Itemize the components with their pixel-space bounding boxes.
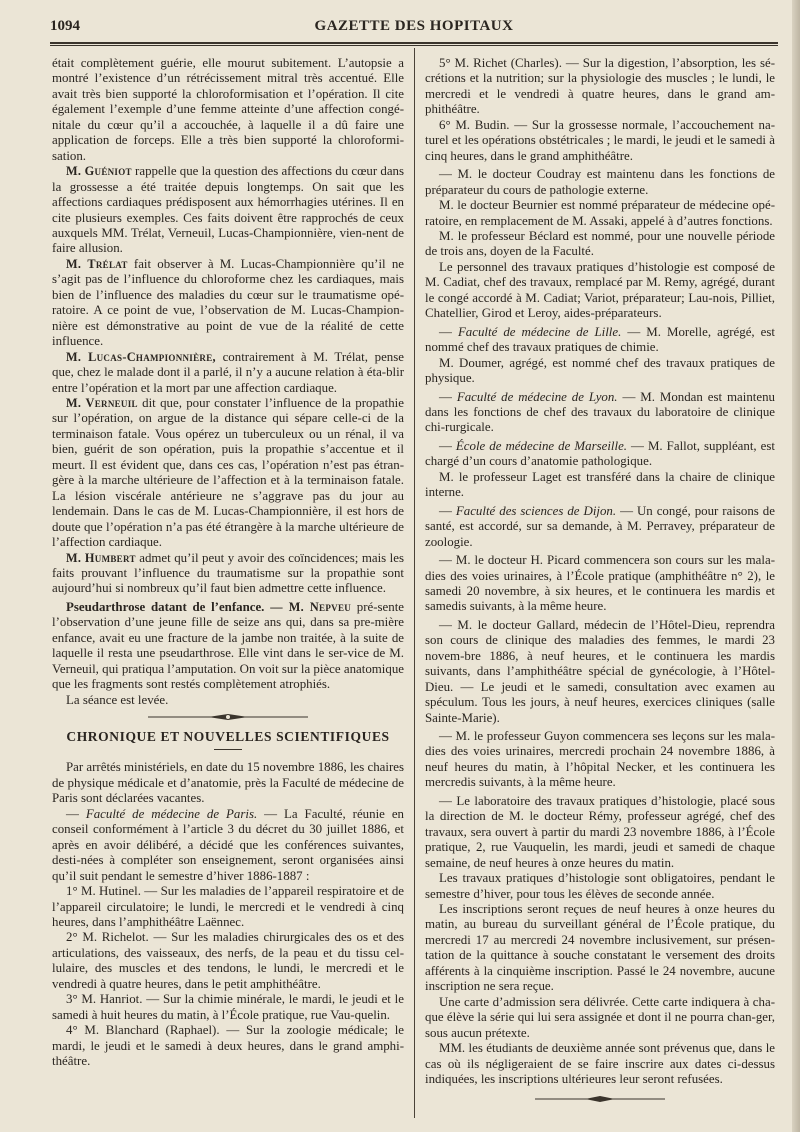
paragraph-text: — M. Morelle, agrégé, est nommé chef des travaux pratiques de chimie. xyxy=(425,324,776,355)
paragraph: La séance est levée. xyxy=(66,692,169,707)
paragraph: — M. le docteur H. Picard commencera son cours sur les mala-dies des voies urinaires, à l’École pratique (amphithéâtre n° 2), le samedi 20 novembre, à six heures, et le continuera les mardis et samedis suivants, à la même heure. xyxy=(425,553,775,614)
paragraph: Par arrêtés ministériels, en date du 15 novembre 1886, les chaires de physique médicale et d’anatomie, près la Faculté de médecine de Paris sont déclarées vacantes. xyxy=(52,760,404,806)
paragraph: — M. le docteur Gallard, médecin de l’Hôtel-Dieu, reprendra son cours de clinique des maladies des femmes, le mardi 23 novem-bre 1886, à neuf heures, et le continuera les mardis suivants, dans l’amphithéâtre spécial de gynécologie, à l’Hôtel-Dieu. — Le jeudi et le samedi, consultation avec examen au spéculum. Tous les jours, à neuf heures, exercices cliniques (salle Sainte-Marie). xyxy=(425,617,775,725)
paragraph: 2° M. Richelot. — Sur les maladies chirurgicales des os et des articulations, des vaisseaux, des nerfs, de la peau et du tissu cel-lulaire, des muscles et des tendons, le lundi, le mercredi et le vendredi à quatre heures, dans le petit amphithéâtre. xyxy=(52,930,404,991)
paragraph: Le personnel des travaux pratiques d’histologie est composé de M. Cadiat, chef des travaux, remplacé par M. Remy, agrégé, durant le congé accordé à M. Cadiat; Variot, préparateur; Lau-nois, Pilliet, Chatellier, Girod et Leroy, aides-préparateurs. xyxy=(425,259,775,321)
dash: — xyxy=(439,438,456,453)
column-divider xyxy=(414,48,415,1118)
institution-name: École de médecine de Marseille. xyxy=(455,438,628,453)
run-in-heading: Pseudarthrose datant de l’enfance. xyxy=(66,599,265,614)
paragraph-text: — La Faculté, réunie en conseil conformément à l’article 3 du décret du 30 juillet 1886, et après en avoir délibéré, a décidé que les conférences suivantes, desti-nées à compléter son enseignement, seront organisées ainsi qu’il suit pendant le semestre d’hiver 1886-1887 : xyxy=(52,806,404,883)
dash: — xyxy=(66,806,86,821)
paragraph xyxy=(52,164,404,257)
paragraph xyxy=(52,396,404,551)
paragraph xyxy=(425,390,775,436)
left-column xyxy=(52,56,404,1070)
paragraph: 4° M. Blanchard (Raphael). — Sur la zoologie médicale; le mardi, le jeudi et le samedi à deux heures, dans le grand amphi-théâtre. xyxy=(52,1023,404,1069)
paragraph xyxy=(52,600,404,693)
ornamental-rule xyxy=(148,713,308,721)
paragraph: 5° M. Richet (Charles). — Sur la digestion, l’absorption, les sé-crétions et la nutrition; sur la physiologie des muscles ; le lundi, le mercredi et le vendredi à quatre heures, dans le grand am-phithéâtre. xyxy=(425,56,775,117)
page-number: 1094 xyxy=(50,18,80,34)
paragraph xyxy=(52,350,404,396)
institution-name: Faculté de médecine de Lyon. xyxy=(456,389,618,404)
paragraph: MM. les étudiants de deuxième année sont prévenus que, dans le cas où ils négligeraient de se faire inscrire aux dates ci-dessus indiquées, les inscriptions ultérieures leur seront refusées. xyxy=(425,1041,775,1086)
paragraph-text: admet qu’il peut y avoir des coïncidences; mais les faits prouvant l’influence du traumatisme sur la propathie sont aujourd’hui si nombreux qu’il faut bien admettre cette influence. xyxy=(52,550,404,596)
paragraph: Les inscriptions seront reçues de neuf heures à onze heures du matin, au bureau du surveillant général de l’École pratique, du mercredi 17 au mercredi 24 novembre inclusivement, sur présen-tation de la quittance à souche constatant le versement des droits afférents à la cinquième inscription. Passé le 24 novembre, aucune inscription ne sera reçue. xyxy=(425,902,775,994)
speaker-name: M. Humbert xyxy=(66,550,136,565)
speaker-name: M. Lucas-Championnière, xyxy=(66,349,216,364)
paragraph-text: — M. Fallot, suppléant, est chargé d’un cours d’anatomie pathologique. xyxy=(425,438,775,469)
speaker-name: M. Trélat xyxy=(66,256,128,271)
paragraph xyxy=(425,439,775,470)
section-title: CHRONIQUE ET NOUVELLES SCIENTIFIQUES xyxy=(66,729,390,745)
paragraph: Les travaux pratiques d’histologie sont obligatoires, pendant le semestre d’hiver, pour tous les élèves de seconde année. xyxy=(425,871,775,901)
dash: — xyxy=(439,389,457,404)
paragraph xyxy=(52,257,404,350)
page-edge-shadow xyxy=(792,0,800,1132)
paragraph: — M. le professeur Guyon commencera ses leçons sur les mala-dies des voies urinaires, mercredi prochain 24 novembre 1886, à neuf heures du matin, à l’hôpital Necker, et les continuera les mercredis suivants, à la même heure. xyxy=(425,729,775,790)
institution-name: Faculté de médecine de Paris. xyxy=(85,806,258,821)
paragraph: Une carte d’admission sera délivrée. Cette carte indiquera à cha-que élève la série qui lui sera assignée et dont il ne pourra chan-ger, sous aucun prétexte. xyxy=(425,994,775,1040)
paragraph-text: — Un congé, pour raisons de santé, est accordé, sur sa demande, à M. Perravey, préparateur de zoologie. xyxy=(425,503,775,549)
paragraph-text: pré-sente l’observation d’une jeune fille de seize ans qui, dans sa pre-mière enfance, avait eu une fracture de la jambe non traitée, à la suite de laquelle il resta une pseudarthrose. Elle vint dans le ser-vice de M. Verneuil, qui pratiqua l’amputation. On voit sur la pièce anatomique que les fragments sont restés complètement atrophiés. xyxy=(52,599,405,692)
paragraph xyxy=(52,551,404,597)
paragraph-text: — M. Mondan est maintenu dans les fonctions de chef des travaux du laboratoire de clinique chi-rurgicale. xyxy=(425,389,775,435)
paragraph: — M. le docteur Coudray est maintenu dans les fonctions de préparateur du cours de pathologie externe. xyxy=(425,167,775,197)
end-ornament xyxy=(535,1095,665,1103)
page-header xyxy=(50,14,778,42)
paragraph: 6° M. Budin. — Sur la grossesse normale, l’accouchement na-turel et les opérations obstétricales ; le mardi, le jeudi et le samedi à cinq heures, dans le grand amphithéâtre. xyxy=(425,117,775,163)
dash: — xyxy=(439,503,456,518)
section-rule xyxy=(214,749,242,750)
paragraph: était complètement guérie, elle mourut subitement. L’autopsie a montré l’existence d’un rétrécissement mitral très accentué. Elle avait très bien supporté la chloroformisation et l’opération. Il cite également l’exemple d’une femme atteinte d’une affection congé-nitale du cœur qu’il a accouchée, à laquelle il a dû faire une application de forceps. Elle a très bien supporté la chloroformi-sation. xyxy=(52,56,404,163)
paragraph-text: rappelle que la question des affections du cœur dans la grossesse a été traitée depuis longtemps. On sait que les affections cardiaques prédisposent aux hémorrhagies utérines. Il en cite plusieurs exemples. Ces faits doivent être rapprochés de ceux auxquels MM. Trélat, Verneuil, Lucas-Championnière, vien-nent de faire allusion. xyxy=(52,164,404,256)
paragraph: — Le laboratoire des travaux pratiques d’histologie, placé sous la direction de M. le docteur Rémy, professeur agrégé, chef des travaux, sera ouvert à partir du mardi 23 novembre 1886, à l’École pratique, 2, rue Vauquelin, les mardi, jeudi et samedi de chaque semaine, de neuf heures à onze heures du matin. xyxy=(425,793,775,870)
paragraph-text: dit que, pour constater l’influence de la propathie sur l’opération, on argue de la distance qui sépare celle-ci de la terminaison fatale. Vous opérez un tuberculeux ou un rénal, il va bien, guérit de son opération, puis la propathie s’accentue et il meurt. Il est évident que, dans ces cas, l’opération n’est pas étran-gère à la marche ultérieure de l’affection et à la terminaison fatale. La lésion viscérale antérieure ne s’aggrave pas du jour au lendemain. Dans le cas de M. Lucas-Championnière, il est hors de doute que l’opération n’a pas été étrangère à la marche ultérieure de l’affection cardiaque. xyxy=(52,395,404,550)
institution-name: Faculté de médecine de Lille. xyxy=(457,324,622,339)
right-column xyxy=(425,56,775,1103)
running-title: GAZETTE DES HOPITAUX xyxy=(314,18,514,34)
paragraph xyxy=(425,504,775,550)
paragraph xyxy=(425,325,775,356)
speaker-name: — M. Nepveu xyxy=(264,599,352,614)
dash: — xyxy=(439,324,458,339)
paragraph: 3° M. Hanriot. — Sur la chimie minérale, le mardi, le jeudi et le samedi à huit heures du matin, à l’École pratique, rue Vau-quelin. xyxy=(52,992,404,1022)
paragraph xyxy=(52,807,404,884)
paragraph: M. Doumer, agrégé, est nommé chef des travaux pratiques de physique. xyxy=(425,355,775,386)
header-rule xyxy=(50,42,778,46)
paragraph: 1° M. Hutinel. — Sur les maladies de l’appareil respiratoire et de l’appareil circulatoire; le lundi, le mercredi et le vendredi à cinq heures, dans l’amphithéâtre Laënnec. xyxy=(52,884,404,930)
paragraph: M. le docteur Beurnier est nommé préparateur de médecine opé-ratoire, en remplacement de M. Assaki, appelé à d’autres fonctions. xyxy=(425,198,775,228)
speaker-name: M. Verneuil xyxy=(66,395,138,410)
paragraph: M. le professeur Laget est transféré dans la chaire de clinique interne. xyxy=(425,469,775,500)
institution-name: Faculté des sciences de Dijon. xyxy=(455,503,617,518)
paragraph-text: contrairement à M. Trélat, pense que, chez le malade dont il a parlé, il n’y a aucune relation à éta-blir entre l’opération et la mort par une affection cardiaque. xyxy=(52,349,404,395)
paragraph-text: fait observer à M. Lucas-Championnière qu’il ne s’agit pas de l’influence du chloroforme chez les cardiaques, mais bien de l’influence des maladies du cœur sur le traumatisme opé-ratoire. A ce point de vue, l’observation de M. Lucas-Champion-nière est démonstrative au point de vue de la réalité de cette influence. xyxy=(52,256,404,349)
speaker-name: M. Guéniot xyxy=(66,164,132,179)
paragraph: M. le professeur Béclard est nommé, pour une nouvelle période de trois ans, doyen de la Faculté. xyxy=(425,228,775,259)
